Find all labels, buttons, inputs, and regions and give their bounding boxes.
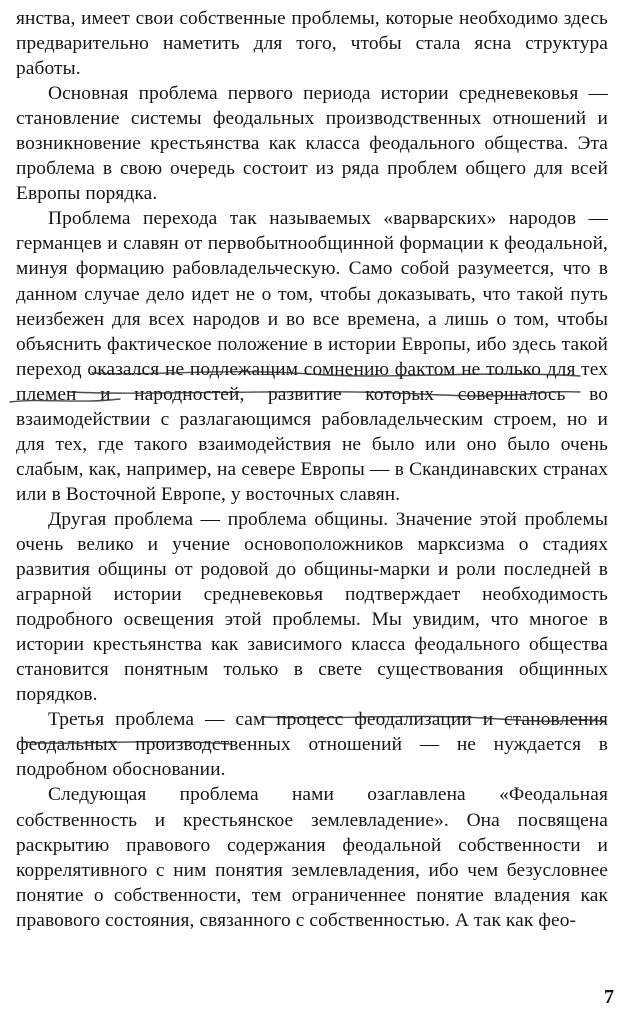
paragraph-5: Третья проблема — сам процесс феодализации и становления феодальных производственных отношений — не нуждается в подробном обосновании. bbox=[16, 709, 608, 781]
paragraph-6: Следующая проблема нами озаглавлена «Феодальная собственность и крестьянское землевладение». Она посвящена раскрытию правового содержания феодальной собственности и коррелятивного с ним понятия землевладения, ибо чем безусловнее понятие о собственности, тем ограниченнее понятие владения как правового состояния, связанного с собственностью. А так как фео- bbox=[16, 784, 608, 931]
page-number: 7 bbox=[604, 986, 614, 1008]
page-body bbox=[16, 6, 608, 933]
paragraph-3: Проблема перехода так называемых «варварских» народов — германцев и славян от первобытнообщинной формации к феодальной, минуя формацию рабовладельческую. Само собой разумеется, что в данном случае дело идет не о том, чтобы доказывать, что такой путь неизбежен для всех народов и во все времена, а лишь о том, чтобы объяснить фактическое положение в истории Европы, ибо здесь такой переход оказался не подлежащим сомнению фактом не только для тех племен и народностей, развитие которых совершалось во взаимодействии с разлагающимся рабовладельческим строем, но и для тех, где такого взаимодействия не было или оно было очень слабым, как, например, на севере Европы — в Скандинавских странах или в Восточной Европе, у восточных славян. bbox=[16, 208, 608, 505]
paragraph-1: янства, имеет свои собственные проблемы, которые необходимо здесь предварительно наметить для того, чтобы стала ясна структура работы. bbox=[16, 8, 608, 80]
paragraph-4: Другая проблема — проблема общины. Значение этой проблемы очень велико и учение основоположников марксизма о стадиях развития общины от родовой до общины-марки и роли последней в аграрной истории средневековья подтверждает необходимость подробного освещения этой проблемы. Мы увидим, что многое в истории крестьянства как зависимого класса феодального общества становится понятным только в свете существования общинных порядков. bbox=[16, 508, 608, 706]
paragraph-2: Основная проблема первого периода истории средневековья — становление системы феодальных производственных отношений и возникновение крестьянства как класса феодального общества. Эта проблема в свою очередь состоит из ряда проблем общего для всей Европы порядка. bbox=[16, 83, 608, 205]
